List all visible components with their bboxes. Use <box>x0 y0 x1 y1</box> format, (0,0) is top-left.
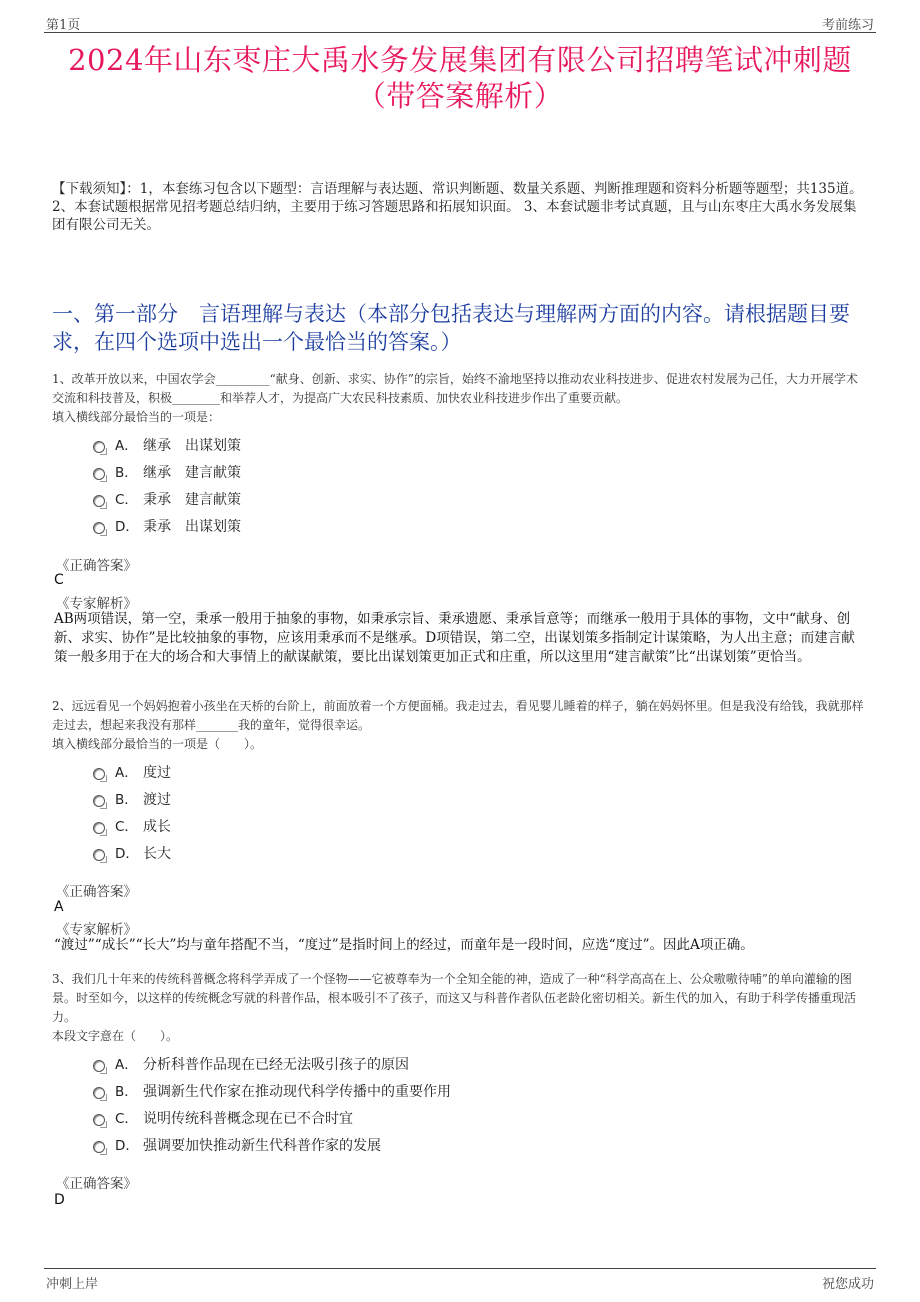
radio-icon[interactable] <box>93 468 105 480</box>
title-line-1: 2024年山东枣庄大禹水务发展集团有限公司招聘笔试冲刺题 <box>68 43 852 77</box>
question-prompt: 本段文字意在（ ）。 <box>52 1029 179 1043</box>
option-c[interactable]: C． 成长 <box>93 814 867 841</box>
page-footer <box>44 1268 876 1293</box>
radio-icon[interactable] <box>93 849 105 861</box>
analysis-text: “渡过”“成长”“长大”均与童年搭配不当，“度过”是指时间上的经过，而童年是一段时间，应选“度过”。因此A项正确。 <box>54 937 754 953</box>
answer-heading: 《正确答案》 <box>56 558 137 574</box>
radio-icon[interactable] <box>93 1087 105 1099</box>
analysis-text: AB两项错误，第一空，秉承一般用于抽象的事物，如秉承宗旨、秉承遗愿、秉承旨意等；而继承一般用于具体的事物，文中“献身、创新、求实、协作”是比较抽象的事物，应该用秉承而不是继承。D项错误，第二空，出谋划策多指制定计谋策略，为人出主意；而建言献策一般多用于在大的场合和大事情上的献谋献策，要比出谋划策更加正式和庄重，所以这里用“建言献策”比“出谋划策”更恰当。 <box>54 611 855 665</box>
question-1 <box>52 370 867 541</box>
radio-icon[interactable] <box>93 495 105 507</box>
analysis-heading: 《专家解析》 <box>56 596 137 612</box>
option-c[interactable]: C． 说明传统科普概念现在已不合时宜 <box>93 1106 867 1133</box>
option-d[interactable]: D． 长大 <box>93 841 867 868</box>
question-prompt: 填入横线部分最恰当的一项是： <box>52 410 221 424</box>
radio-icon[interactable] <box>93 522 105 534</box>
title-line-2: （带答案解析） <box>356 79 564 113</box>
option-list <box>93 433 867 541</box>
radio-icon[interactable] <box>93 768 105 780</box>
option-a[interactable]: A． 分析科普作品现在已经无法吸引孩子的原因 <box>93 1052 867 1079</box>
option-list <box>93 760 867 868</box>
option-list <box>93 1052 867 1160</box>
question-stem: 2、远远看见一个妈妈抱着小孩坐在天桥的台阶上，前面放着一个方便面桶。我走过去，看见婴儿睡着的样子，躺在妈妈怀里。但是我没有给钱，我就那样走过去，想起来我没有那样_______我的童年，觉得很幸运。 <box>52 699 864 732</box>
question-prompt: 填入横线部分最恰当的一项是（ ）。 <box>52 737 263 751</box>
option-a[interactable]: A． 度过 <box>93 760 867 787</box>
radio-icon[interactable] <box>93 822 105 834</box>
answer-value: D <box>54 1192 65 1208</box>
option-a[interactable]: A． 继承 出谋划策 <box>93 433 867 460</box>
question-3 <box>52 970 867 1160</box>
option-d[interactable]: D． 秉承 出谋划策 <box>93 514 867 541</box>
header-tag: 考前练习 <box>821 18 874 33</box>
footer-left: 冲刺上岸 <box>46 1277 99 1292</box>
option-d[interactable]: D． 强调要加快推动新生代科普作家的发展 <box>93 1133 867 1160</box>
answer-value: A <box>54 899 64 915</box>
radio-icon[interactable] <box>93 441 105 453</box>
question-stem: 3、我们几十年来的传统科普概念将科学弄成了一个怪物——它被尊奉为一个全知全能的神，造成了一种“科学高高在上、公众嗷嗷待哺”的单向灌输的图景。时至如今，以这样的传统概念写就的科普作品，根本吸引不了孩子，而这又与科普作者队伍老龄化密切相关。新生代的加入，有助于科学传播重现活力。 <box>52 972 857 1024</box>
option-b[interactable]: B． 渡过 <box>93 787 867 814</box>
question-stem: 1、改革开放以来，中国农学会_________“献身、创新、求实、协作”的宗旨，始终不渝地坚持以推动农业科技进步、促进农村发展为己任，大力开展学术交流和科技普及，积极________和举荐人才，为提高广大农民科技素质、加快农业科技进步作出了重要贡献。 <box>52 372 858 405</box>
question-2 <box>52 697 867 868</box>
footer-right: 祝您成功 <box>821 1277 874 1292</box>
answer-heading: 《正确答案》 <box>56 1176 137 1192</box>
download-notice: 【下载须知】：1，本套练习包含以下题型：言语理解与表达题、常识判断题、数量关系题、判断推理题和资料分析题等题型；共135道。 2、本套试题根据常见招考题总结归纳，主要用于练习答题思路和拓展知识面。 3、本套试题非考试真题，且与山东枣庄大禹水务发展集团有限公司无关。 <box>52 181 863 233</box>
page-header <box>44 12 876 33</box>
radio-icon[interactable] <box>93 795 105 807</box>
option-c[interactable]: C． 秉承 建言献策 <box>93 487 867 514</box>
option-b[interactable]: B． 强调新生代作家在推动现代科学传播中的重要作用 <box>93 1079 867 1106</box>
option-b[interactable]: B． 继承 建言献策 <box>93 460 867 487</box>
document-title <box>40 42 880 114</box>
radio-icon[interactable] <box>93 1060 105 1072</box>
answer-heading: 《正确答案》 <box>56 884 137 900</box>
answer-value: C <box>54 572 64 588</box>
radio-icon[interactable] <box>93 1141 105 1153</box>
page-number: 第1页 <box>46 18 81 33</box>
section-heading: 一、第一部分 言语理解与表达（本部分包括表达与理解两方面的内容。请根据题目要求，在四个选项中选出一个最恰当的答案。） <box>52 302 850 354</box>
radio-icon[interactable] <box>93 1114 105 1126</box>
analysis-heading: 《专家解析》 <box>56 922 137 938</box>
